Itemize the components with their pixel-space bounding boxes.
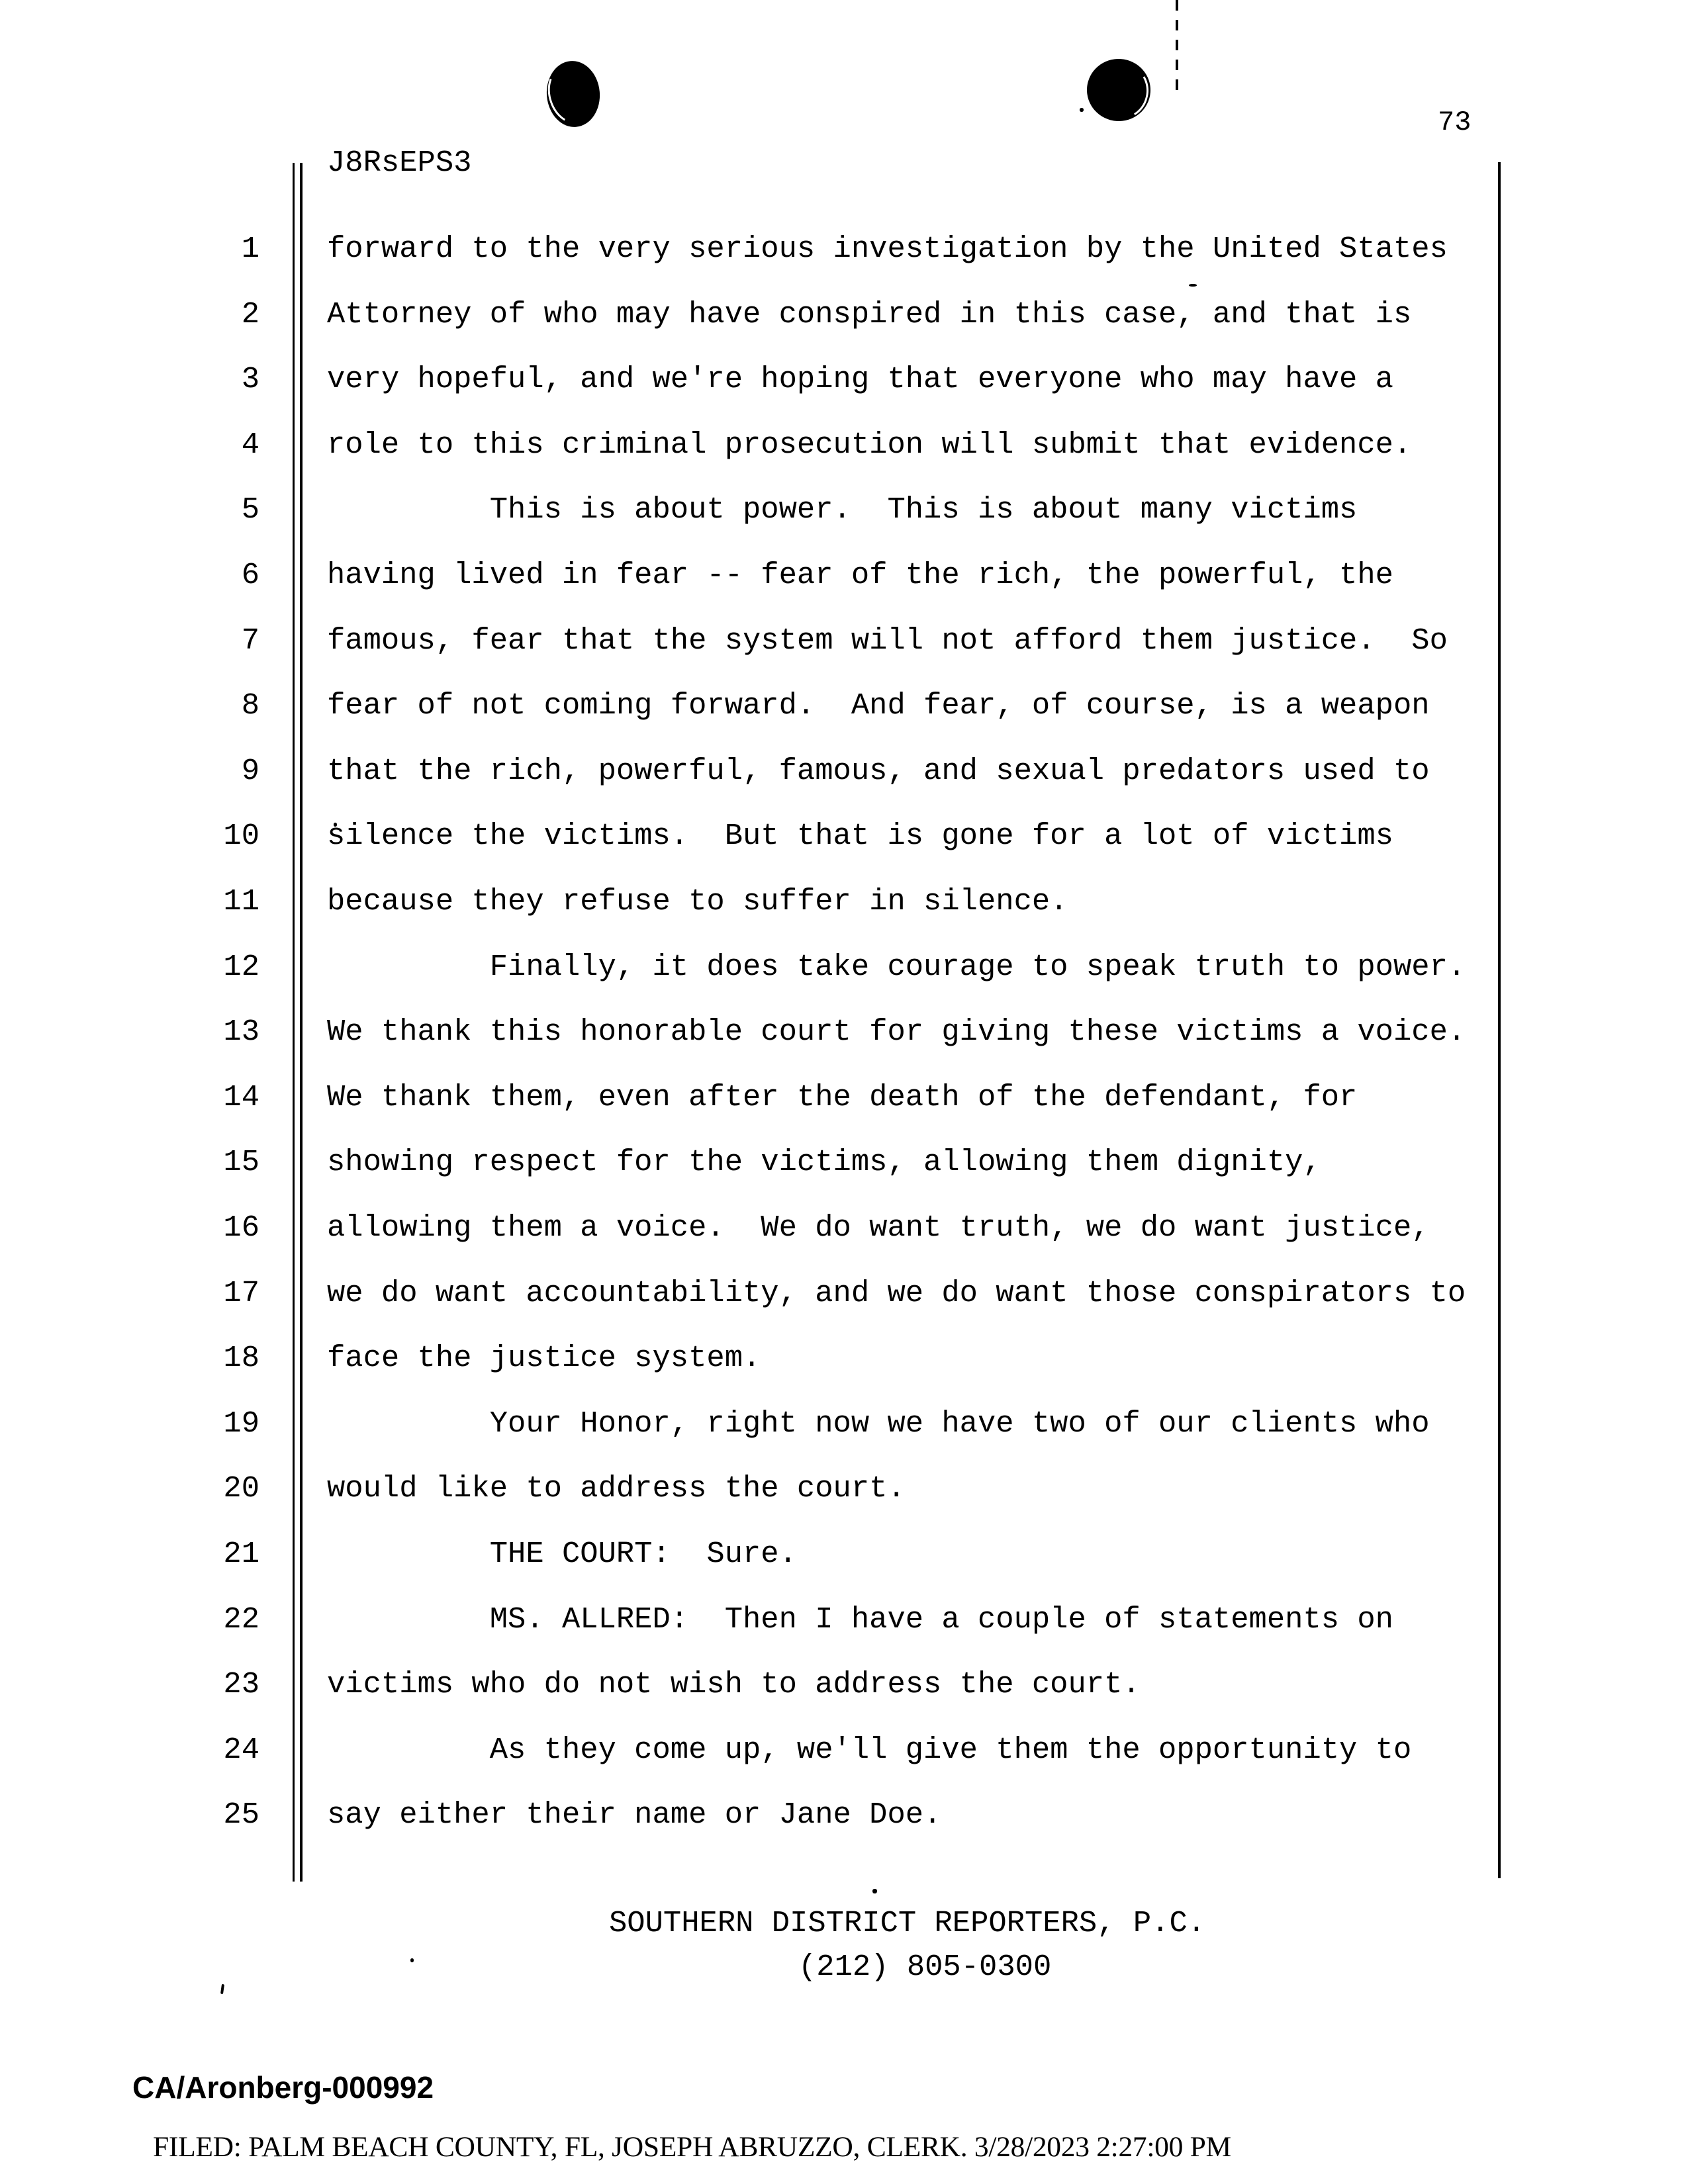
line-text: We thank this honorable court for giving these victims a voice. bbox=[327, 1015, 1466, 1050]
line-number: 16 bbox=[223, 1210, 259, 1245]
line-number: 20 bbox=[223, 1471, 259, 1506]
transcript-line bbox=[0, 688, 1684, 756]
line-text: THE COURT: Sure. bbox=[327, 1537, 797, 1571]
line-number: 1 bbox=[241, 232, 259, 266]
line-number: 24 bbox=[223, 1732, 259, 1767]
line-text: This is about power. This is about many victims bbox=[327, 492, 1358, 527]
line-text: that the rich, powerful, famous, and sexual predators used to bbox=[327, 753, 1430, 788]
transcript-line bbox=[0, 1539, 1684, 1605]
reporter-name: SOUTHERN DISTRICT REPORTERS, P.C. bbox=[609, 1906, 1206, 1940]
line-number: 23 bbox=[223, 1667, 259, 1702]
line-text: We thank them, even after the death of the defendant, for bbox=[327, 1079, 1358, 1115]
scan-noise-dot bbox=[410, 1958, 414, 1962]
transcript-line bbox=[0, 1406, 1684, 1475]
transcript-line bbox=[0, 558, 1684, 626]
line-text: famous, fear that the system will not afford them justice. So bbox=[327, 623, 1448, 658]
line-number: 18 bbox=[223, 1341, 259, 1376]
transcript-line bbox=[0, 1602, 1684, 1670]
transcript-line bbox=[0, 1275, 1684, 1344]
filed-stamp: FILED: PALM BEACH COUNTY, FL, JOSEPH ABRUZZO, CLERK. 3/28/2023 2:27:00 PM bbox=[153, 2131, 1231, 2163]
line-number: 21 bbox=[223, 1537, 259, 1571]
transcript-line bbox=[0, 1667, 1684, 1735]
line-number: 8 bbox=[241, 688, 259, 723]
transcript-line bbox=[0, 234, 1684, 300]
line-number: 4 bbox=[241, 427, 259, 462]
transcript-line bbox=[0, 753, 1684, 822]
line-number: 12 bbox=[223, 949, 259, 984]
line-text: because they refuse to suffer in silence. bbox=[327, 884, 1068, 919]
line-text: Finally, it does take courage to speak truth to power. bbox=[327, 949, 1466, 984]
line-number: 13 bbox=[223, 1015, 259, 1050]
line-text: allowing them a voice. We do want truth, we do want justice, bbox=[327, 1210, 1430, 1245]
line-number: 14 bbox=[223, 1079, 259, 1115]
line-number: 17 bbox=[223, 1275, 259, 1310]
bates-number: CA/Aronberg-000992 bbox=[132, 2070, 434, 2105]
line-text: Attorney of who may have conspired in this case, and that is bbox=[327, 296, 1412, 332]
line-number: 19 bbox=[223, 1406, 259, 1441]
dashed-fold-line bbox=[1176, 0, 1178, 98]
transcript-line bbox=[0, 427, 1684, 496]
punch-highlight bbox=[1089, 57, 1154, 124]
transcript-line bbox=[0, 821, 1684, 887]
scan-noise-mark bbox=[220, 1984, 224, 1994]
line-number: 2 bbox=[241, 296, 259, 332]
hole-punch-mark-icon bbox=[544, 59, 602, 130]
transcript-line bbox=[0, 296, 1684, 365]
page-number: 73 bbox=[1438, 107, 1472, 138]
line-text: role to this criminal prosecution will submit that evidence. bbox=[327, 427, 1412, 462]
transcript-line bbox=[0, 1145, 1684, 1213]
line-text: would like to address the court. bbox=[327, 1471, 906, 1506]
transcript-line bbox=[0, 623, 1684, 692]
transcript-line bbox=[0, 1343, 1684, 1409]
punch-highlight bbox=[540, 60, 602, 130]
line-text: forward to the very serious investigation by the United States bbox=[327, 232, 1448, 266]
transcript-line bbox=[0, 949, 1684, 1018]
line-text: Your Honor, right now we have two of our clients who bbox=[327, 1406, 1430, 1441]
line-number: 10 bbox=[223, 819, 259, 854]
transcript-line bbox=[0, 884, 1684, 952]
line-text: fear of not coming forward. And fear, of course, is a weapon bbox=[327, 688, 1430, 723]
transcript-line bbox=[0, 1017, 1684, 1083]
line-text: having lived in fear -- fear of the rich, the powerful, the bbox=[327, 558, 1393, 592]
line-number: 5 bbox=[241, 492, 259, 527]
line-number: 3 bbox=[241, 362, 259, 397]
line-text: say either their name or Jane Doe. bbox=[327, 1797, 942, 1833]
line-text: MS. ALLRED: Then I have a couple of statements on bbox=[327, 1602, 1393, 1637]
transcript-line bbox=[0, 492, 1684, 561]
line-text: As they come up, we'll give them the opportunity to bbox=[327, 1732, 1412, 1767]
line-number: 9 bbox=[241, 753, 259, 788]
line-text: we do want accountability, and we do want those conspirators to bbox=[327, 1275, 1466, 1310]
line-number: 15 bbox=[223, 1145, 259, 1180]
line-text: very hopeful, and we're hoping that everyone who may have a bbox=[327, 362, 1393, 397]
transcript-line bbox=[0, 1732, 1684, 1801]
line-text: face the justice system. bbox=[327, 1341, 761, 1376]
hole-punch-mark-icon bbox=[1085, 57, 1152, 123]
line-number: 22 bbox=[223, 1602, 259, 1637]
line-text: silence the victims. But that is gone for a lot of victims bbox=[327, 819, 1393, 854]
line-number: 25 bbox=[223, 1797, 259, 1833]
line-number: 7 bbox=[241, 623, 259, 658]
line-text: showing respect for the victims, allowing them dignity, bbox=[327, 1145, 1321, 1180]
scan-noise-dot bbox=[872, 1889, 877, 1893]
transcript-line bbox=[0, 362, 1684, 430]
transcript-line bbox=[0, 1079, 1684, 1148]
line-number: 6 bbox=[241, 558, 259, 592]
scan-noise-dot bbox=[1080, 108, 1084, 112]
line-number: 11 bbox=[223, 884, 259, 919]
line-text: victims who do not wish to address the court. bbox=[327, 1667, 1141, 1702]
transcript-line bbox=[0, 1797, 1684, 1866]
transcript-header-code: J8RsEPS3 bbox=[327, 146, 472, 180]
transcript-line bbox=[0, 1210, 1684, 1279]
transcript-line bbox=[0, 1471, 1684, 1539]
reporter-phone: (212) 805-0300 bbox=[798, 1950, 1052, 1984]
